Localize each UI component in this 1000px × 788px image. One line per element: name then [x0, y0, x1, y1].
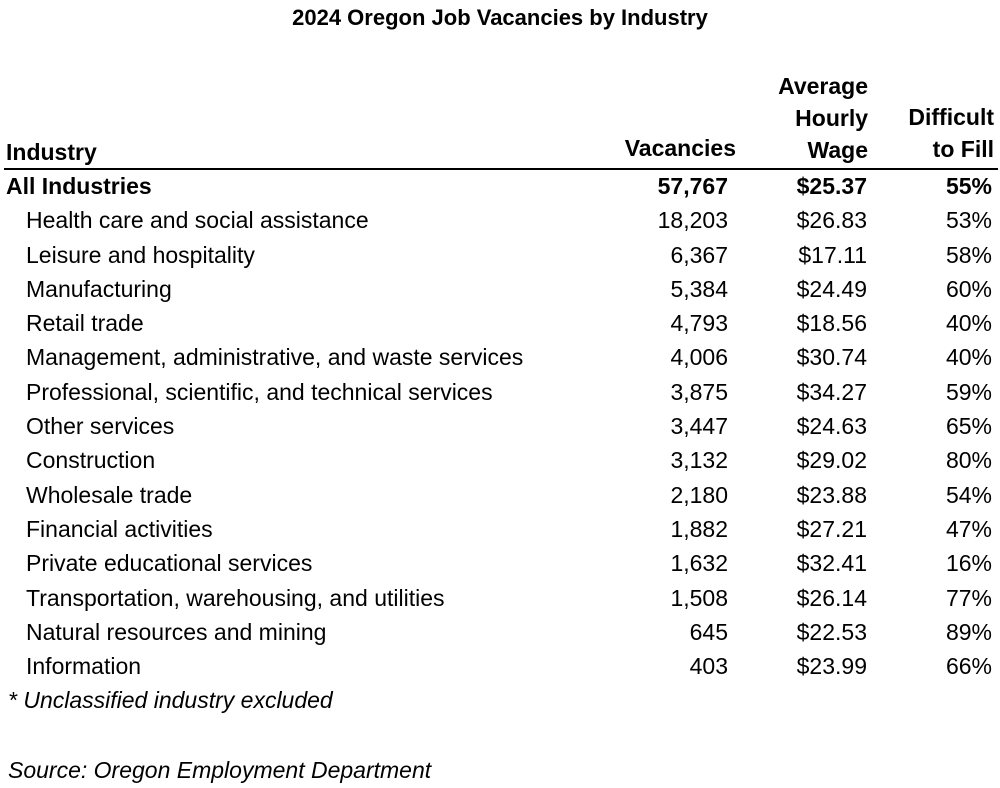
cell-wage: $26.83 — [796, 207, 867, 234]
cell-industry: Professional, scientific, and technical services — [26, 378, 493, 405]
cell-vacancies: 3,875 — [670, 378, 728, 405]
cell-industry: Leisure and hospitality — [26, 241, 255, 268]
cell-wage: $32.41 — [796, 550, 867, 577]
cell-wage: $25.37 — [796, 173, 867, 199]
cell-vacancies: 3,447 — [670, 413, 728, 440]
cell-vacancies: 57,767 — [657, 173, 728, 199]
cell-vacancies: 1,632 — [670, 550, 728, 577]
cell-difficult: 53% — [945, 207, 992, 234]
cell-industry: Management, administrative, and waste services — [26, 344, 524, 371]
table-row — [0, 513, 1000, 547]
cell-wage: $22.53 — [796, 618, 867, 645]
cell-vacancies: 403 — [689, 653, 728, 680]
table-row — [0, 410, 1000, 444]
cell-industry: Natural resources and mining — [26, 618, 327, 645]
table-title: 2024 Oregon Job Vacancies by Industry — [292, 5, 708, 30]
column-header-wage-line-2: Hourly — [795, 105, 868, 131]
cell-difficult: 40% — [945, 310, 992, 337]
cell-vacancies: 2,180 — [670, 481, 728, 508]
table-row-total — [0, 170, 1000, 204]
column-header-wage-line-3: Wage — [807, 137, 868, 163]
column-header-wage-line-1: Average — [778, 73, 868, 99]
cell-difficult: 80% — [945, 447, 992, 474]
column-header-vacancies: Vacancies — [624, 135, 736, 161]
table-row — [0, 444, 1000, 478]
table-row — [0, 479, 1000, 513]
cell-wage: $24.63 — [796, 413, 867, 440]
footnote: * Unclassified industry excluded — [8, 687, 333, 713]
cell-vacancies: 3,132 — [670, 447, 728, 474]
cell-industry: Other services — [26, 413, 175, 440]
cell-difficult: 66% — [945, 653, 992, 680]
cell-industry: Construction — [26, 447, 156, 474]
cell-wage: $30.74 — [796, 344, 867, 371]
cell-difficult: 40% — [945, 344, 992, 371]
cell-vacancies: 18,203 — [657, 207, 728, 234]
cell-difficult: 16% — [945, 550, 992, 577]
cell-difficult: 89% — [945, 618, 992, 645]
source-note: Source: Oregon Employment Department — [8, 757, 432, 783]
cell-industry: Retail trade — [26, 310, 144, 337]
cell-vacancies: 5,384 — [670, 275, 728, 302]
cell-vacancies: 645 — [689, 618, 728, 645]
cell-difficult: 59% — [945, 378, 992, 405]
cell-industry: Health care and social assistance — [26, 207, 369, 234]
column-header-industry: Industry — [6, 139, 97, 165]
cell-industry: Information — [26, 653, 142, 680]
table-row — [0, 650, 1000, 684]
table-body — [0, 204, 1000, 684]
cell-industry: Financial activities — [26, 515, 213, 542]
cell-wage: $24.49 — [796, 275, 867, 302]
cell-wage: $18.56 — [796, 310, 867, 337]
column-header-difficult-line-2: to Fill — [932, 136, 994, 162]
cell-difficult: 54% — [945, 481, 992, 508]
column-header-difficult-line-1: Difficult — [908, 104, 994, 130]
table-row — [0, 582, 1000, 616]
table-row — [0, 204, 1000, 238]
table-row — [0, 341, 1000, 375]
table-row — [0, 376, 1000, 410]
cell-difficult: 55% — [945, 173, 992, 199]
cell-wage: $23.99 — [796, 653, 867, 680]
cell-difficult: 47% — [945, 515, 992, 542]
cell-vacancies: 4,793 — [670, 310, 728, 337]
cell-industry: Manufacturing — [26, 275, 172, 302]
cell-difficult: 65% — [945, 413, 992, 440]
cell-industry: Transportation, warehousing, and utilities — [26, 584, 445, 611]
cell-vacancies: 1,882 — [670, 515, 728, 542]
cell-wage: $17.11 — [798, 241, 867, 268]
cell-wage: $27.21 — [796, 515, 867, 542]
cell-industry: Private educational services — [26, 550, 313, 577]
cell-vacancies: 6,367 — [670, 241, 728, 268]
cell-industry: All Industries — [6, 173, 152, 199]
cell-wage: $26.14 — [796, 584, 867, 611]
table-row — [0, 547, 1000, 581]
cell-difficult: 58% — [945, 241, 992, 268]
column-header-difficult — [908, 101, 994, 165]
cell-vacancies: 1,508 — [670, 584, 728, 611]
data-table — [0, 170, 1000, 684]
cell-industry: Wholesale trade — [26, 481, 193, 508]
table-row — [0, 273, 1000, 307]
column-header-wage — [778, 70, 868, 166]
cell-wage: $34.27 — [796, 378, 867, 405]
table-row — [0, 307, 1000, 341]
cell-wage: $29.02 — [796, 447, 867, 474]
cell-difficult: 77% — [945, 584, 992, 611]
cell-wage: $23.88 — [796, 481, 867, 508]
cell-difficult: 60% — [945, 275, 992, 302]
cell-vacancies: 4,006 — [670, 344, 728, 371]
table-row — [0, 616, 1000, 650]
table-row — [0, 239, 1000, 273]
